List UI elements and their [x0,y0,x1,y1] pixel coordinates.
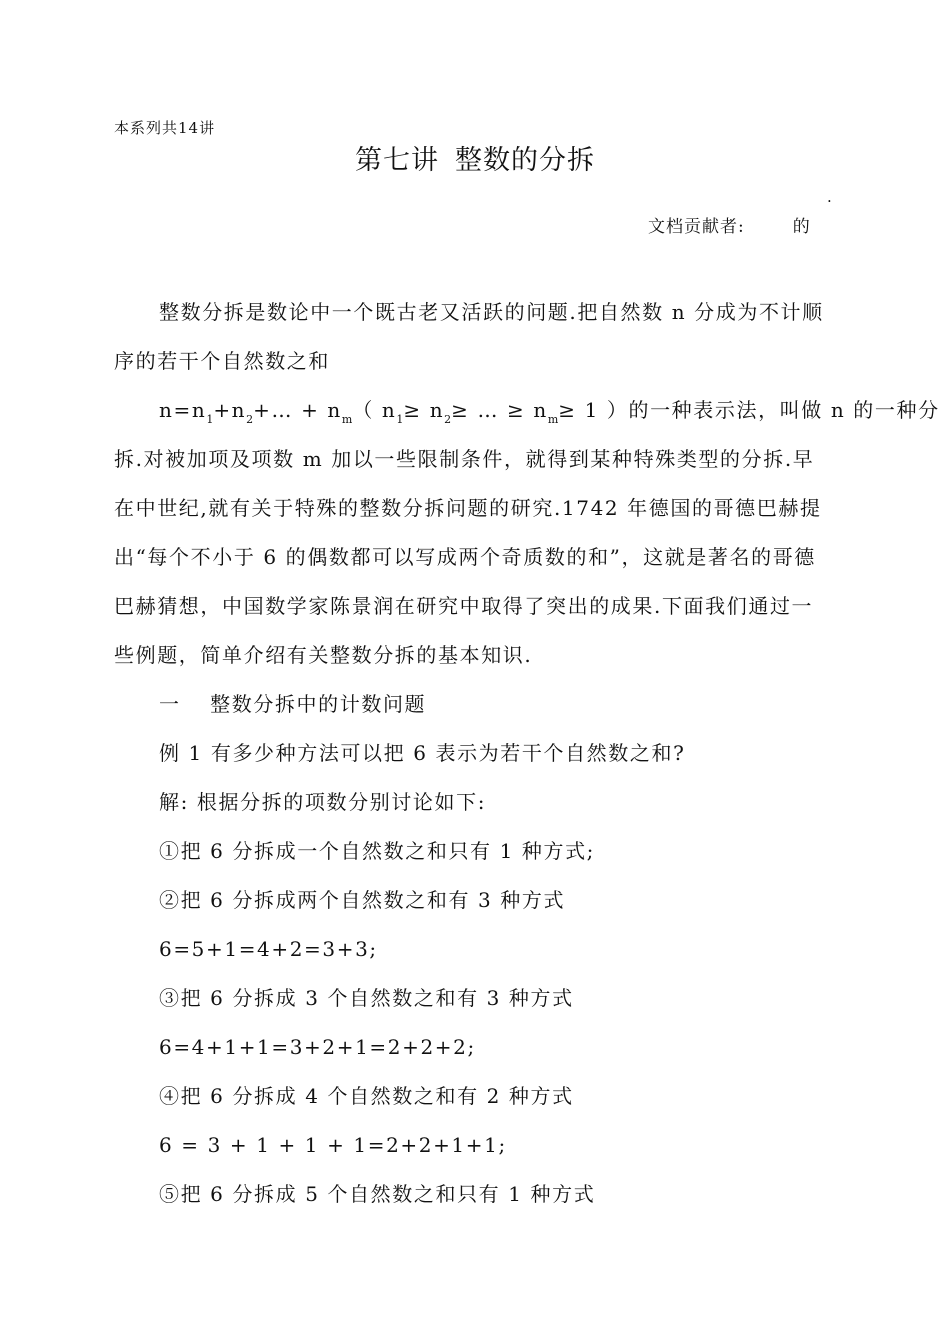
case-4: ④把 6 分拆成 4 个自然数之和有 2 种方式 [159,1084,574,1108]
intro-line-2: 序的若干个自然数之和 [114,349,330,373]
formula-subscript: 1 [206,413,214,426]
contributor-name: 的 [792,217,811,237]
formula-part: ≥ 1 ）的一种表示法，叫做 n 的一种分 [558,398,940,422]
case-3: ③把 6 分拆成 3 个自然数之和有 3 种方式 [159,986,574,1010]
formula-part: ≥ … ≥ n [451,398,548,422]
example-1: 例 1 有多少种方法可以把 6 表示为若干个自然数之和? [159,741,686,765]
equation-3: 6=4+1+1=3+2+1=2+2+2; [159,1035,476,1059]
intro-line-1: 整数分拆是数论中一个既古老又活跃的问题.把自然数 n 分成为不计顺 [159,300,824,324]
partition-formula [114,386,940,435]
contributor-line [648,212,811,237]
equation-2: 6=5+1=4+2=3+3; [159,937,378,961]
formula-subscript: 2 [444,413,452,426]
formula-subscript: 2 [246,413,254,426]
document-body [114,288,940,1219]
intro-line-5: 在中世纪,就有关于特殊的整数分拆问题的研究.1742 年德国的哥德巴赫提 [114,496,822,520]
lecture-topic: 整数的分拆 [455,145,595,176]
contributor-label: 文档贡献者: [648,217,745,237]
formula-subscript: m [547,413,559,426]
formula-subscript: 1 [396,413,404,426]
intro-line-4: 拆.对被加项及项数 m 加以一些限制条件，就得到某种特殊类型的分拆.早 [114,447,815,471]
solution-intro: 解: 根据分拆的项数分别讨论如下: [159,790,487,814]
formula-part: +… + n [253,398,342,422]
case-2: ②把 6 分拆成两个自然数之和有 3 种方式 [159,888,566,912]
formula-part: （ n [352,398,397,422]
equation-4: 6 = 3 + 1 + 1 + 1=2+2+1+1; [159,1133,507,1157]
formula-part: n=n [159,398,207,422]
case-1: ①把 6 分拆成一个自然数之和只有 1 种方式; [159,839,596,863]
intro-line-8: 些例题，简单介绍有关整数分拆的基本知识. [114,643,533,667]
series-note: 本系列共14讲 [114,119,216,137]
lecture-number: 第七讲 [355,145,439,176]
case-5: ⑤把 6 分拆成 5 个自然数之和只有 1 种方式 [159,1182,596,1206]
formula-part: ≥ n [403,398,445,422]
lecture-title [0,138,950,177]
intro-line-6: 出“每个不小于 6 的偶数都可以写成两个奇质数的和”，这就是著名的哥德 [114,545,816,569]
formula-part: +n [213,398,247,422]
stray-dot: . [827,188,832,206]
intro-line-7: 巴赫猜想，中国数学家陈景润在研究中取得了突出的成果.下面我们通过一 [114,594,814,618]
section-heading: 一 整数分拆中的计数问题 [159,692,427,716]
formula-subscript: m [341,413,353,426]
